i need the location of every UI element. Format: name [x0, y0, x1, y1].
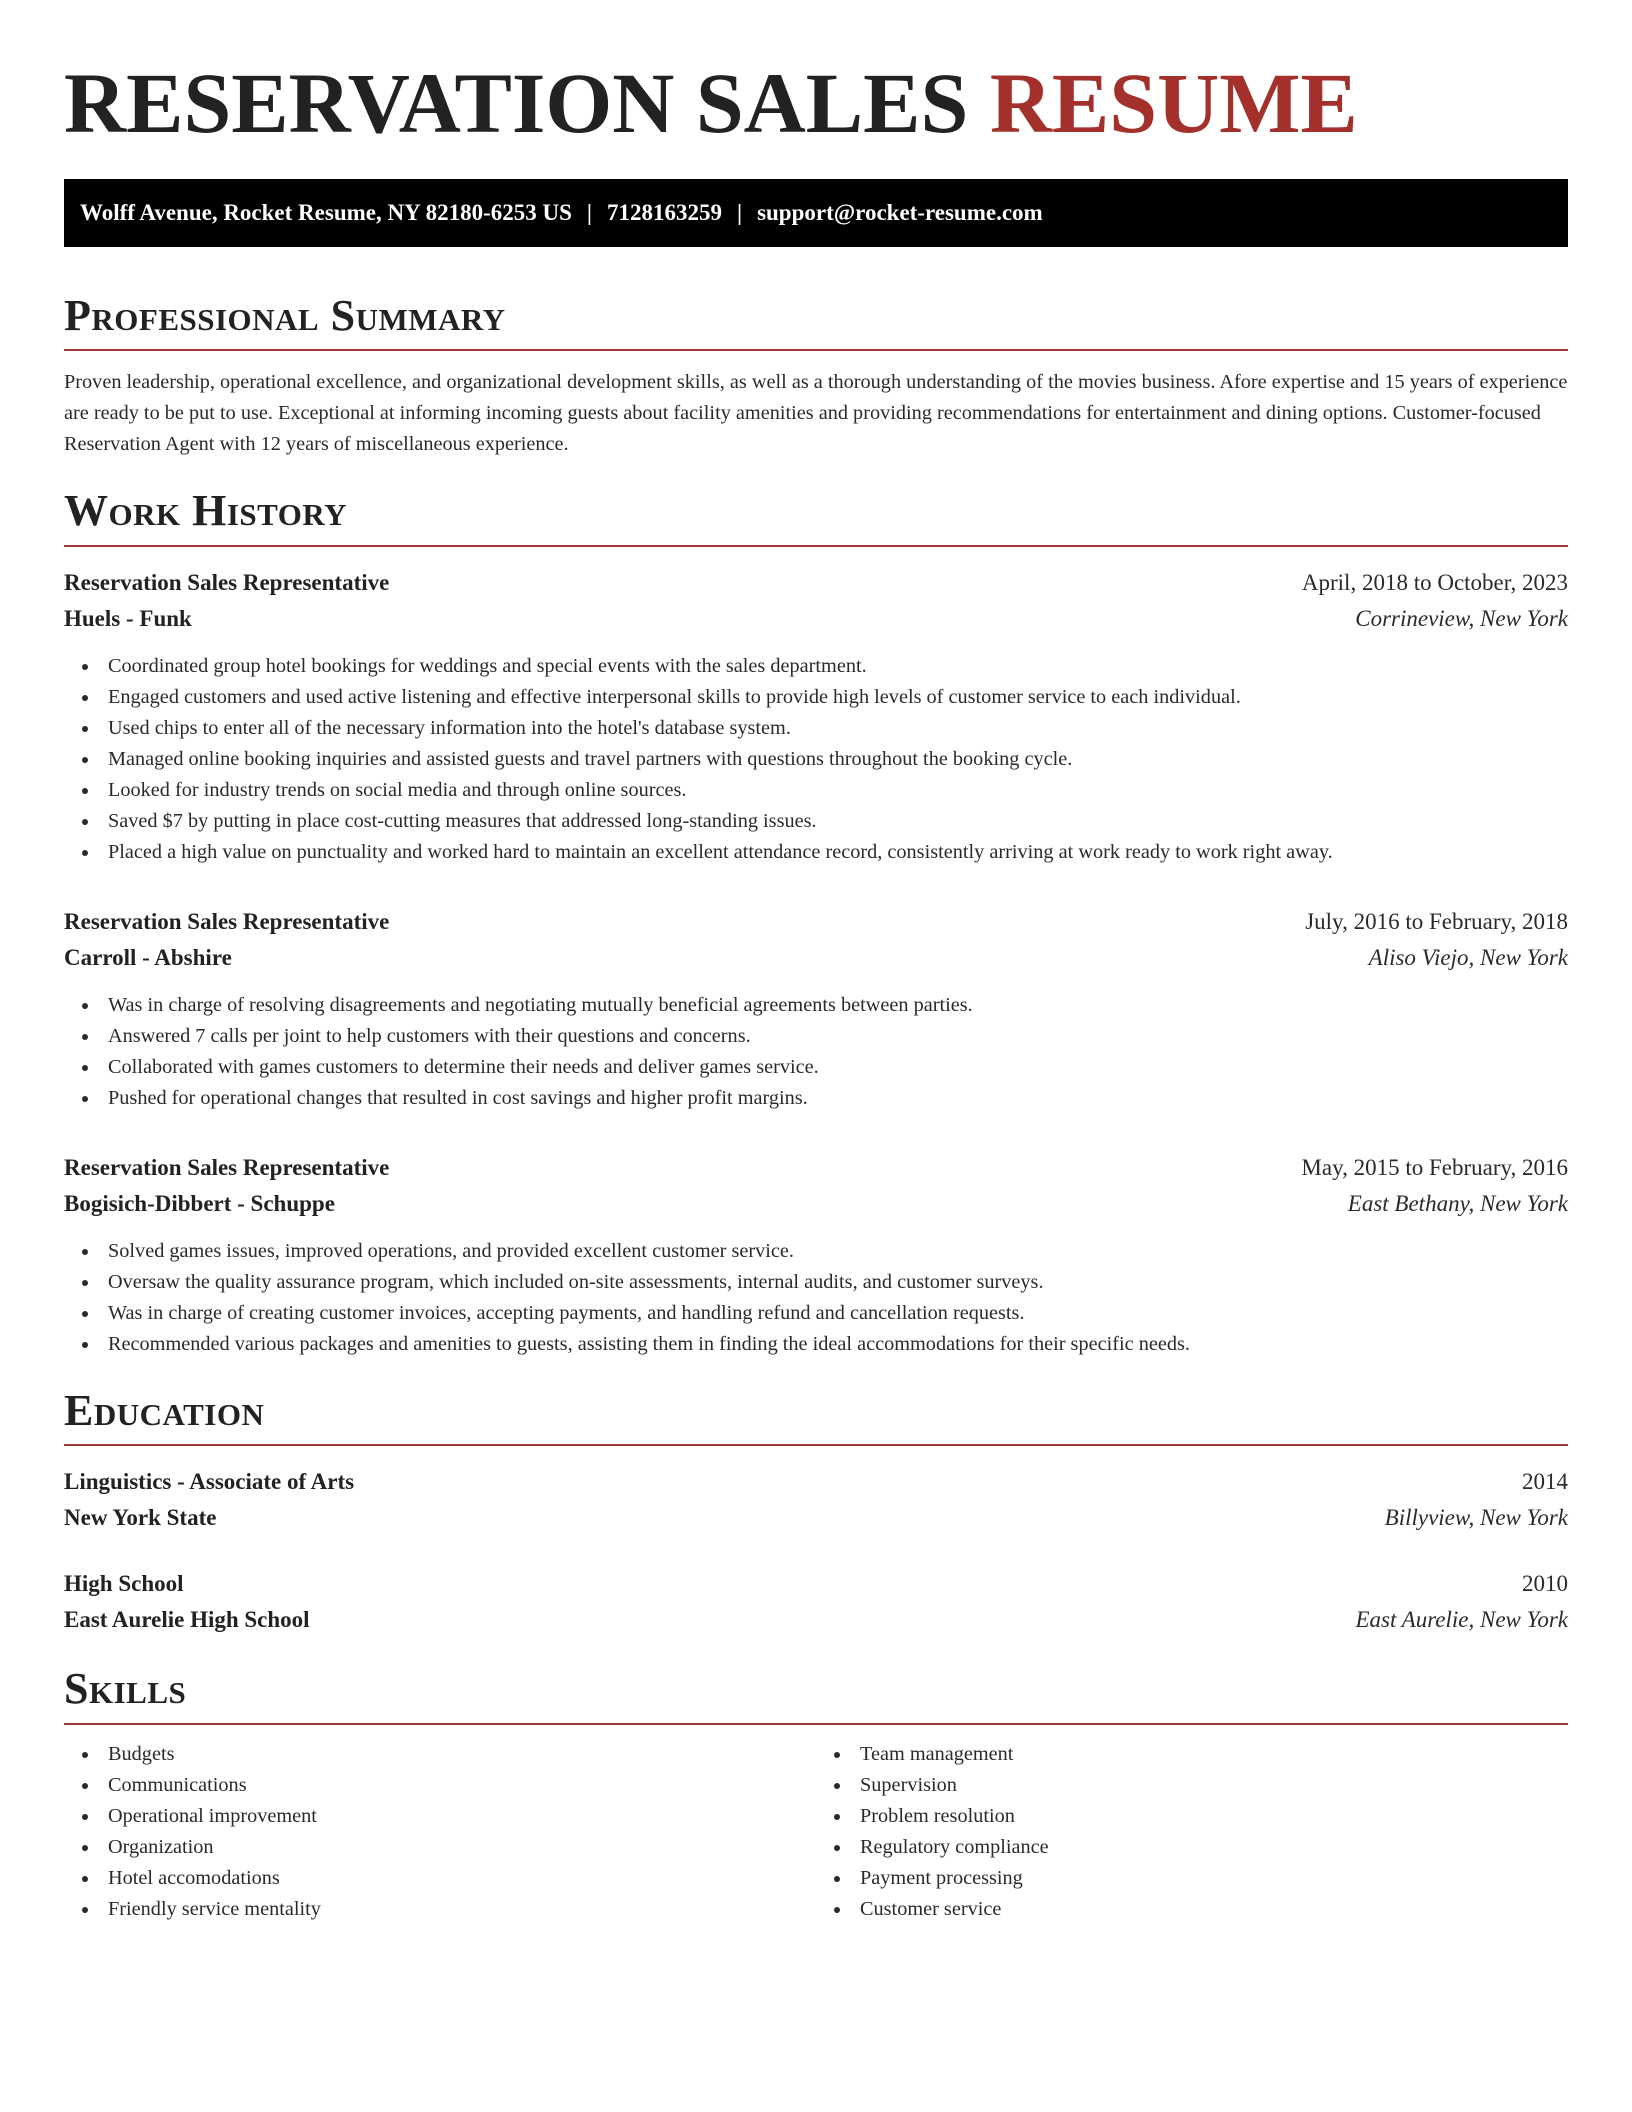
skill-item: Friendly service mentality — [64, 1894, 816, 1925]
job-bullet-list — [64, 651, 1568, 868]
skill-item: Payment processing — [816, 1863, 1568, 1894]
job-location: East Bethany, New York — [1347, 1190, 1568, 1216]
job-bullet: Engaged customers and used active listening and effective interpersonal skills to provide high levels of customer service to each individual. — [64, 682, 1568, 713]
job-bullet: Collaborated with games customers to determine their needs and deliver games service. — [64, 1052, 1568, 1083]
title-accent: RESUME — [989, 55, 1358, 151]
job-location: Corrineview, New York — [1355, 605, 1568, 631]
job-header-row — [64, 1150, 1568, 1186]
education-location: East Aurelie, New York — [1355, 1607, 1568, 1633]
work-history-section — [64, 486, 1568, 1360]
job-bullet: Pushed for operational changes that resulted in cost savings and higher profit margins. — [64, 1083, 1568, 1114]
contact-separator: | — [586, 199, 592, 225]
education-year: 2010 — [1522, 1571, 1568, 1597]
job-bullet: Answered 7 calls per joint to help customers with their questions and concerns. — [64, 1021, 1568, 1052]
job-company-row — [64, 1186, 1568, 1222]
skill-item: Supervision — [816, 1770, 1568, 1801]
job-entry — [64, 1150, 1568, 1360]
skill-item: Customer service — [816, 1894, 1568, 1925]
education-year: 2014 — [1522, 1469, 1568, 1495]
skill-item: Budgets — [64, 1739, 816, 1770]
contact-address: Wolff Avenue, Rocket Resume, NY 82180-6253 US — [80, 199, 572, 225]
title-main: RESERVATION SALES — [64, 55, 969, 151]
job-header-row — [64, 904, 1568, 940]
skill-item: Communications — [64, 1770, 816, 1801]
education-header-row — [64, 1464, 1568, 1500]
job-title: Reservation Sales Representative — [64, 1154, 390, 1180]
job-company-row — [64, 601, 1568, 637]
skills-column-right — [816, 1739, 1568, 1925]
contact-bar — [64, 179, 1568, 247]
job-bullet: Managed online booking inquiries and assisted guests and travel partners with questions throughout the booking cycle. — [64, 744, 1568, 775]
skills-column-left — [64, 1739, 816, 1925]
education-degree: Linguistics - Associate of Arts — [64, 1469, 355, 1495]
job-bullet: Placed a high value on punctuality and worked hard to maintain an excellent attendance record, consistently arriving at work ready to work right away. — [64, 837, 1568, 868]
section-heading-summary: Professional Summary — [64, 290, 506, 340]
job-bullet: Used chips to enter all of the necessary information into the hotel's database system. — [64, 713, 1568, 744]
job-bullet: Saved $7 by putting in place cost-cutting measures that addressed long-standing issues. — [64, 806, 1568, 837]
job-title: Reservation Sales Representative — [64, 908, 390, 934]
skill-item: Regulatory compliance — [816, 1832, 1568, 1863]
section-heading-education: Education — [64, 1385, 265, 1435]
skills-grid — [64, 1739, 1568, 1925]
job-company: Carroll - Abshire — [64, 944, 232, 970]
section-divider — [64, 1723, 1568, 1725]
job-company: Huels - Funk — [64, 605, 192, 631]
summary-text: Proven leadership, operational excellence, and organizational development skills, as well as a thorough understanding of the movies business. Afore expertise and 15 years of experience are ready to be put to use. Exceptional at informing incoming guests about facility amenities and providing recommendations for entertainment and dining options. Customer-focused Reservation Agent with 12 years of miscellaneous experience. — [64, 371, 1568, 456]
education-location: Billyview, New York — [1384, 1505, 1568, 1531]
contact-separator: | — [736, 199, 743, 225]
job-bullet: Was in charge of resolving disagreements and negotiating mutually beneficial agreements between parties. — [64, 990, 1568, 1021]
education-entry — [64, 1464, 1568, 1536]
job-location: Aliso Viejo, New York — [1368, 944, 1568, 970]
skill-item: Organization — [64, 1832, 816, 1863]
section-heading-work: Work History — [64, 486, 348, 536]
job-bullet: Oversaw the quality assurance program, which included on-site assessments, internal audits, and customer surveys. — [64, 1267, 1568, 1298]
job-company-row — [64, 940, 1568, 976]
skill-item: Operational improvement — [64, 1801, 816, 1832]
job-title: Reservation Sales Representative — [64, 569, 390, 595]
job-bullet: Was in charge of creating customer invoices, accepting payments, and handling refund and cancellation requests. — [64, 1298, 1568, 1329]
section-heading-skills: Skills — [64, 1664, 187, 1714]
contact-email: support@rocket-resume.com — [757, 199, 1043, 225]
job-entry — [64, 904, 1568, 1114]
job-dates: May, 2015 to February, 2016 — [1301, 1154, 1568, 1180]
skill-item: Problem resolution — [816, 1801, 1568, 1832]
education-degree: High School — [64, 1571, 184, 1597]
job-dates: April, 2018 to October, 2023 — [1301, 569, 1568, 595]
education-entry — [64, 1566, 1568, 1638]
section-divider — [64, 349, 1568, 351]
education-school: New York State — [64, 1505, 217, 1531]
education-section — [64, 1386, 1568, 1639]
job-bullet: Coordinated group hotel bookings for weddings and special events with the sales department. — [64, 651, 1568, 682]
job-dates: July, 2016 to February, 2018 — [1305, 908, 1568, 934]
education-school-row — [64, 1602, 1568, 1638]
job-entry — [64, 565, 1568, 868]
skills-section — [64, 1664, 1568, 1925]
resume-title — [64, 56, 1568, 151]
contact-phone: 7128163259 — [606, 199, 722, 225]
job-header-row — [64, 565, 1568, 601]
job-bullet: Solved games issues, improved operations, and provided excellent customer service. — [64, 1236, 1568, 1267]
job-bullet: Looked for industry trends on social media and through online sources. — [64, 775, 1568, 806]
skill-item: Team management — [816, 1739, 1568, 1770]
education-school: East Aurelie High School — [64, 1607, 310, 1633]
professional-summary-section — [64, 291, 1568, 461]
education-header-row — [64, 1566, 1568, 1602]
skill-item: Hotel accomodations — [64, 1863, 816, 1894]
section-divider — [64, 1444, 1568, 1446]
job-bullet-list — [64, 1236, 1568, 1360]
education-school-row — [64, 1500, 1568, 1536]
job-company: Bogisich-Dibbert - Schuppe — [64, 1190, 335, 1216]
job-bullet-list — [64, 990, 1568, 1114]
section-divider — [64, 545, 1568, 547]
job-bullet: Recommended various packages and amenities to guests, assisting them in finding the ideal accommodations for their specific needs. — [64, 1329, 1568, 1360]
